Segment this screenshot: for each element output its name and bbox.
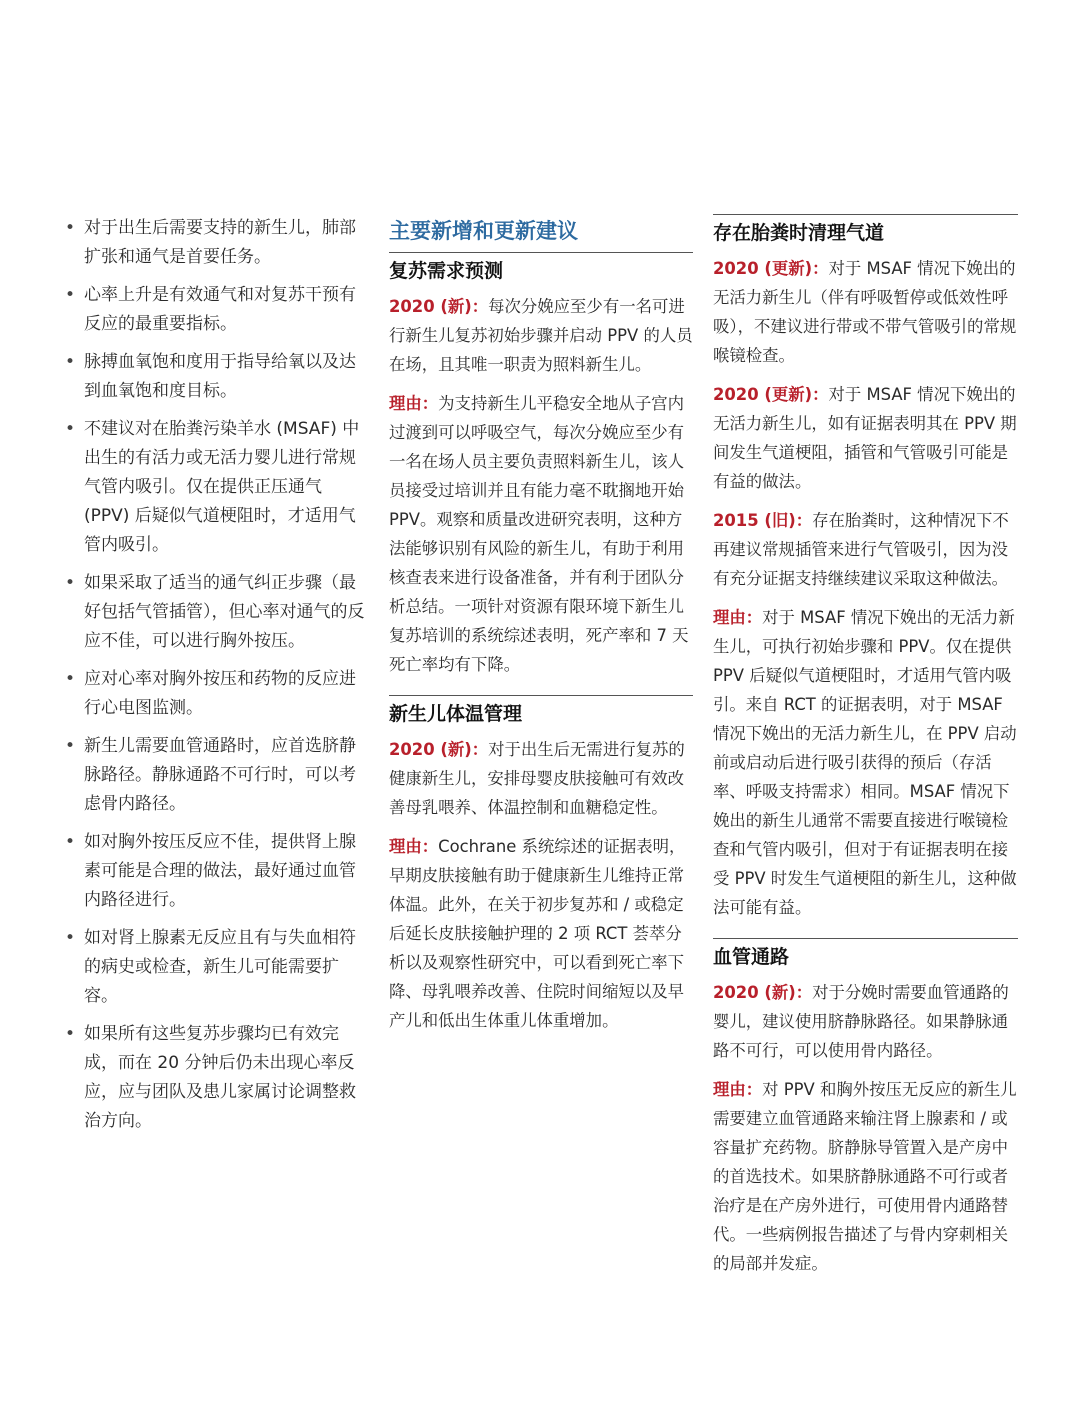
list-item: • 心率上升是有效通气和对复苏干预有反应的最重要指标。 <box>62 281 372 339</box>
recommendation-tag: 2020 (新)： <box>389 297 489 316</box>
recommendation-paragraph: 2020 (新)：对于出生后无需进行复苏的健康新生儿，安排母婴皮肤接触可有效改善母乳喂养、体温控制和血糖稳定性。 <box>389 740 685 817</box>
list-item: • 新生儿需要血管通路时，应首选脐静脉路径。静脉通路不可行时，可以考虑骨内路径。 <box>62 732 372 819</box>
recommendation-tag: 2020 (新)： <box>389 740 489 759</box>
rationale-tag: 理由： <box>389 837 439 856</box>
list-item: • 如对肾上腺素无反应且有与失血相符的病史或检查，新生儿可能需要扩容。 <box>62 924 372 1011</box>
rationale-paragraph: 理由：对于 MSAF 情况下娩出的无活力新生儿，可执行初始步骤和 PPV。仅在提供 PPV 后疑似气道梗阻时，才适用气管内吸引。来自 RCT 的证据表明，对于 MSAF 情况下娩出的无活力新生儿，在 PPV 启动前或启动后进行吸引获得的预后（存活率、呼吸支持需求）相同。MSAF 情况下娩出的新生儿通常不需要直接进行喉镜检查和气管内吸引，但对于有证据表明在接受 PPV 时发生气道梗阻的新生儿，这种做法可能有益。 <box>713 608 1017 917</box>
bullet-icon: • <box>65 669 76 689</box>
bullet-icon: • <box>65 218 76 238</box>
rationale-paragraph: 理由：Cochrane 系统综述的证据表明，早期皮肤接触有助于健康新生儿维持正常体温。此外，在关于初步复苏和 / 或稳定后延长皮肤接触护理的 2 项 RCT 荟萃分析以及观察性研究中，可以看到死亡率下降、母乳喂养改善、住院时间缩短以及早产儿和低出生体重儿体重增加。 <box>389 837 686 1030</box>
recommendation-tag: 2020 (更新)： <box>713 385 829 404</box>
list-item: • 如对胸外按压反应不佳，提供肾上腺素可能是合理的做法，最好通过血管内路径进行。 <box>62 828 372 915</box>
bullet-icon: • <box>65 419 76 439</box>
section-title-meconium-airway: 存在胎粪时清理气道 <box>713 214 1018 248</box>
rationale-tag: 理由： <box>713 608 763 627</box>
list-item: • 对于出生后需要支持的新生儿，肺部扩张和通气是首要任务。 <box>62 214 372 272</box>
section-title-vascular-access: 血管通路 <box>713 938 1018 972</box>
recommendation-tag: 2020 (更新)： <box>713 259 829 278</box>
bullet-icon: • <box>65 1024 76 1044</box>
list-item: • 如果采取了适当的通气纠正步骤（最好包括气管插管），但心率对通气的反应不佳，可以进行胸外按压。 <box>62 569 372 656</box>
list-item: • 脉搏血氧饱和度用于指导给氧以及达到血氧饱和度目标。 <box>62 348 372 406</box>
recommendation-tag: 2015 (旧)： <box>713 511 813 530</box>
key-points-column <box>62 214 372 1145</box>
recommendation-tag: 2020 (新)： <box>713 983 813 1002</box>
bullet-icon: • <box>65 736 76 756</box>
list-item: • 不建议对在胎粪污染羊水 (MSAF) 中出生的有活力或无活力婴儿进行常规气管内吸引。仅在提供正压通气 (PPV) 后疑似气道梗阻时，才适用气管内吸引。 <box>62 415 372 560</box>
bullet-icon: • <box>65 832 76 852</box>
recommendation-paragraph: 2015 (旧)：存在胎粪时，这种情况下不再建议常规插管来进行气管吸引，因为没有充分证据支持继续建议采取这种做法。 <box>713 511 1009 588</box>
rationale-tag: 理由： <box>389 394 439 413</box>
recommendation-paragraph: 2020 (更新)：对于 MSAF 情况下娩出的无活力新生儿（伴有呼吸暂停或低效性呼吸），不建议进行带或不带气管吸引的常规喉镜检查。 <box>713 259 1017 365</box>
key-points-list <box>62 214 372 1136</box>
rationale-tag: 理由： <box>713 1080 763 1099</box>
section-title-temperature-management: 新生儿体温管理 <box>389 695 693 729</box>
airway-vascular-column <box>713 214 1018 1288</box>
bullet-icon: • <box>65 352 76 372</box>
bullet-icon: • <box>65 285 76 305</box>
recommendation-paragraph: 2020 (新)：每次分娩应至少有一名可进行新生儿复苏初始步骤并启动 PPV 的人员在场，且其唯一职责为照料新生儿。 <box>389 297 693 374</box>
list-item: • 应对心率对胸外按压和药物的反应进行心电图监测。 <box>62 665 372 723</box>
main-title: 主要新增和更新建议 <box>389 219 578 243</box>
rationale-paragraph: 理由：对 PPV 和胸外按压无反应的新生儿需要建立血管通路来输注肾上腺素和 / 或容量扩充药物。脐静脉导管置入是产房中的首选技术。如果脐静脉通路不可行或者治疗是在产房外进行，可使用骨内通路替代。一些病例报告描述了与骨内穿刺相关的局部并发症。 <box>713 1080 1017 1273</box>
bullet-icon: • <box>65 573 76 593</box>
recommendation-paragraph: 2020 (新)：对于分娩时需要血管通路的婴儿，建议使用脐静脉路径。如果静脉通路不可行，可以使用骨内路径。 <box>713 983 1009 1060</box>
recommendation-paragraph: 2020 (更新)：对于 MSAF 情况下娩出的无活力新生儿，如有证据表明其在 PPV 期间发生气道梗阻，插管和气管吸引可能是有益的做法。 <box>713 385 1017 491</box>
bullet-icon: • <box>65 928 76 948</box>
recommendations-column <box>389 214 693 1045</box>
list-item: • 如果所有这些复苏步骤均已有效完成，而在 20 分钟后仍未出现心率反应，应与团队及患儿家属讨论调整救治方向。 <box>62 1020 372 1136</box>
section-title-resuscitation-prediction: 复苏需求预测 <box>389 252 693 286</box>
rationale-paragraph: 理由：为支持新生儿平稳安全地从子宫内过渡到可以呼吸空气，每次分娩应至少有一名在场人员主要负责照料新生儿，该人员接受过培训并且有能力毫不耽搁地开始 PPV。观察和质量改进研究表明，这种方法能够识别有风险的新生儿，有助于利用核查表来进行设备准备，并有利于团队分析总结。一项针对资源有限环境下新生儿复苏培训的系统综述表明，死产率和 7 天死亡率均有下降。 <box>389 394 689 674</box>
